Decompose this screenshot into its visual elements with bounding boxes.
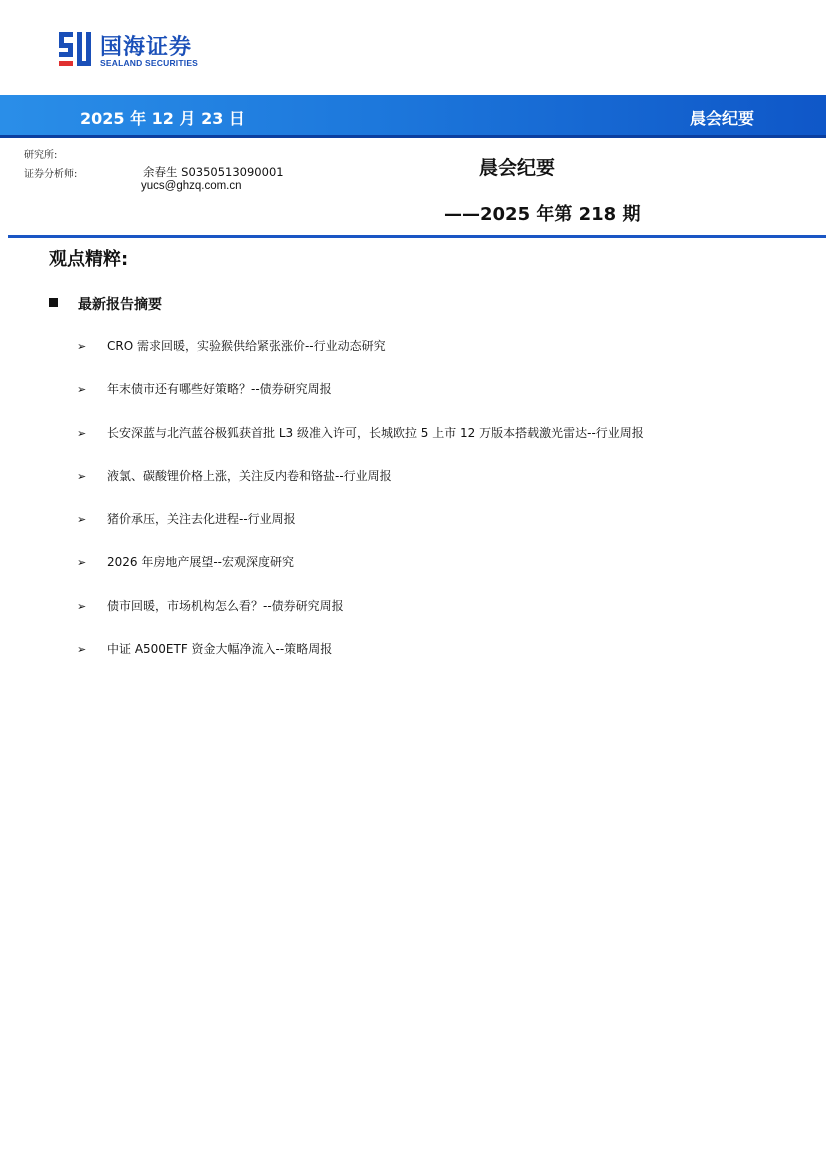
sealand-logo-icon bbox=[57, 30, 93, 68]
header-divider bbox=[8, 235, 826, 238]
list-item bbox=[77, 380, 644, 423]
report-list bbox=[77, 337, 644, 683]
arrow-bullet-icon: ➢ bbox=[77, 426, 87, 440]
section-title: 观点精粹: bbox=[49, 249, 129, 270]
report-link[interactable]: 猪价承压，关注去化进程--行业周报 bbox=[107, 512, 296, 527]
report-link[interactable]: CRO 需求回暖，实验猴供给紧张涨价--行业动态研究 bbox=[107, 339, 386, 353]
arrow-bullet-icon: ➢ bbox=[77, 513, 87, 527]
arrow-bullet-icon: ➢ bbox=[77, 643, 87, 657]
analyst-email: yucs@ghzq.com.cn bbox=[141, 180, 242, 192]
arrow-bullet-icon: ➢ bbox=[77, 383, 87, 397]
arrow-bullet-icon: ➢ bbox=[77, 469, 87, 483]
list-item bbox=[77, 553, 644, 596]
arrow-bullet-icon: ➢ bbox=[77, 556, 87, 570]
arrow-bullet-icon: ➢ bbox=[77, 340, 87, 353]
report-date: 2025 年 12 月 23 日 bbox=[80, 109, 245, 128]
document-title: 晨会纪要 bbox=[479, 157, 556, 179]
brand-name-cn: 国海证券 bbox=[100, 35, 193, 60]
report-type: 晨会纪要 bbox=[689, 109, 754, 128]
square-bullet-icon bbox=[49, 298, 58, 307]
report-link[interactable]: 年末债市还有哪些好策略？--债券研究周报 bbox=[107, 382, 332, 397]
brand-name-en: SEALAND SECURITIES bbox=[100, 58, 199, 68]
list-item bbox=[77, 510, 644, 553]
report-link[interactable]: 中证 A500ETF 资金大幅净流入--策略周报 bbox=[107, 642, 333, 657]
list-item bbox=[77, 640, 644, 683]
list-item bbox=[77, 337, 644, 380]
report-link[interactable]: 2026 年房地产展望--宏观深度研究 bbox=[107, 555, 295, 570]
header-banner bbox=[0, 95, 826, 138]
report-link[interactable]: 液氯、碳酸锂价格上涨，关注反内卷和铬盐--行业周报 bbox=[107, 468, 392, 483]
analyst-name: 余春生 S0350513090001 bbox=[143, 165, 284, 179]
arrow-bullet-icon: ➢ bbox=[77, 599, 87, 613]
list-item bbox=[77, 467, 644, 510]
list-item bbox=[77, 597, 644, 640]
subsection-heading bbox=[49, 294, 162, 314]
company-logo bbox=[57, 30, 227, 70]
analyst-label: 证券分析师: bbox=[24, 169, 78, 180]
document-issue: ——2025 年第 218 期 bbox=[444, 204, 641, 225]
list-item bbox=[77, 424, 644, 467]
report-link[interactable]: 债市回暖，市场机构怎么看？--债券研究周报 bbox=[107, 598, 344, 613]
subsection-label: 最新报告摘要 bbox=[78, 297, 162, 313]
institute-label: 研究所: bbox=[24, 150, 58, 161]
report-link[interactable]: 长安深蓝与北汽蓝谷极狐获首批 L3 级准入许可，长城欧拉 5 上市 12 万版本搭载激光雷达--行业周报 bbox=[107, 425, 644, 440]
